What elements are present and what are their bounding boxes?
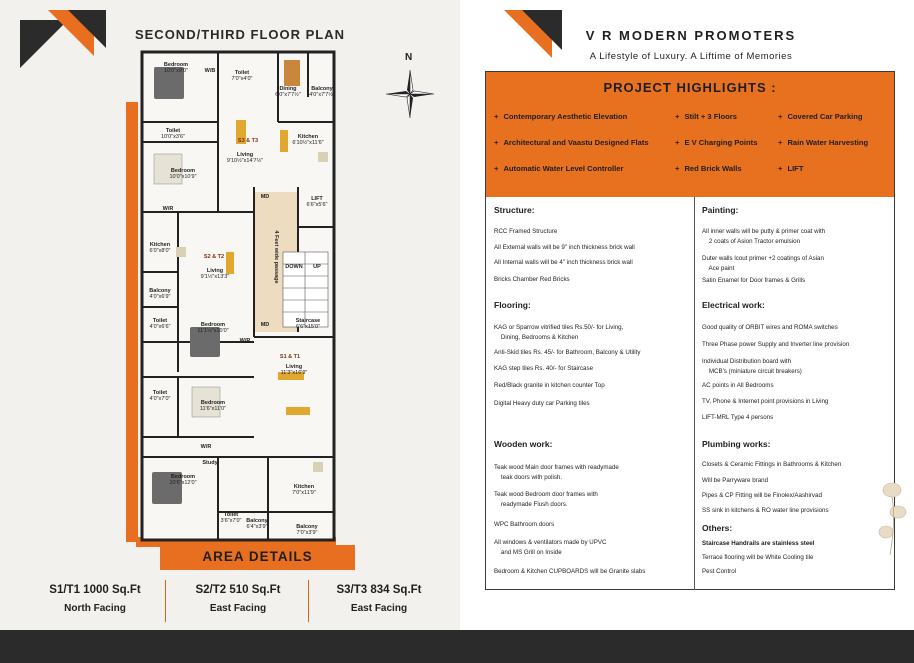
spec-line: Individual Distribution board with: [702, 358, 792, 365]
footer-bar: [0, 630, 914, 663]
section-title-flooring: Flooring:: [494, 300, 531, 310]
highlight-item: + Covered Car Parking: [778, 112, 863, 121]
room-label: W/B: [204, 68, 216, 74]
north-compass-icon: [382, 52, 438, 122]
highlight-item: + Stilt + 3 Floors: [675, 112, 737, 121]
spec-line: Teak wood Bedroom door frames with: [494, 491, 598, 498]
spec-line: AC points in All Bedrooms: [702, 382, 774, 389]
spec-line: LIFT-MRL Type 4 persons: [702, 414, 774, 421]
spec-line: Pest Control: [702, 568, 737, 575]
spec-line: All External walls will be 9" inch thickness brick wall: [494, 244, 635, 251]
room-label: Toilet 7'0"x4'0": [231, 70, 253, 82]
spec-line: 2 coats of Asion Tractor emulsion: [702, 238, 801, 245]
room-label: Study: [202, 460, 218, 466]
area-facing: East Facing: [350, 603, 408, 614]
column-divider: [694, 197, 695, 590]
spec-line: and MS Grill on Inside: [494, 549, 562, 556]
spec-line: Digital Heavy duty car Parking tiles: [494, 400, 590, 407]
spec-line: Will be Parryware brand: [702, 477, 769, 484]
highlight-item: + Rain Water Harvesting: [778, 138, 869, 147]
unit-tag-s1: S1 & T1: [279, 354, 301, 360]
spec-line: Terrace flooring will be White Cooling tile: [702, 554, 814, 561]
section-title-others: Others:: [702, 523, 733, 533]
area-s2: [163, 584, 313, 614]
spec-line: Teak wood Main door frames with readymade: [494, 464, 619, 471]
room-label: Toilet 10'0"x3'6": [160, 128, 186, 140]
section-title-structure: Structure:: [494, 205, 535, 215]
room-label: W/R: [239, 338, 251, 344]
spec-line: KAG or Sparrow vitrified tiles Rs.50/- for Living,: [494, 324, 624, 331]
room-label: Balcony 4'0"x7'7½": [309, 86, 335, 98]
plan-title: SECOND/THIRD FLOOR PLAN: [134, 27, 346, 42]
area-size: S2/T2 510 Sq.Ft: [195, 584, 281, 596]
highlight-item: + Automatic Water Level Controller: [494, 164, 624, 173]
area-facing: East Facing: [209, 603, 267, 614]
spec-line: Bricks Chamber Red Bricks: [494, 276, 570, 283]
passage-label: 4 Feet wide passage: [273, 230, 279, 284]
spec-line: Dining, Bedrooms & Kitchen: [494, 334, 579, 341]
flower-decoration-icon: [872, 470, 912, 560]
room-label: MD: [260, 194, 270, 200]
room-label: Kitchen 7'0"x11'9": [292, 484, 316, 496]
spec-line: All Internal walls will be 4" inch thickness brick wall: [494, 259, 633, 266]
room-label: Living 9'1½"x13'3": [200, 268, 230, 280]
spec-line: RCC Framed Structure: [494, 228, 558, 235]
highlight-item: + LIFT: [778, 164, 804, 173]
spec-line: MCB's (miniature circuit breakers): [702, 368, 802, 375]
room-label: Kitchen 6'10½"x11'6": [292, 134, 324, 146]
room-label: Bedroom 10'6"x12'0": [169, 474, 197, 486]
room-label: Bedroom 11'6"x11'0": [199, 400, 227, 412]
spec-line: SS sink in kitchens & RO water line provisions: [702, 507, 829, 514]
spec-line: Satin Enamel for Door frames & Grills: [702, 277, 806, 284]
area-s1: [20, 584, 170, 614]
stair-down-label: DOWN: [285, 264, 303, 270]
room-label: Bedroom 10'0"x10'9": [169, 168, 197, 180]
section-title-plumbing: Plumbing works:: [702, 439, 771, 449]
spec-line: Three Phase power Supply and Inverter line provision: [702, 341, 850, 348]
room-label: W/R: [200, 444, 212, 450]
area-s3: [304, 584, 454, 614]
room-label: Balcony 6'4"x3'9": [246, 518, 268, 530]
spec-line: All windows & ventilators made by UPVC: [494, 539, 607, 546]
spec-line: Staircase Handrails are stainless steel: [702, 540, 815, 547]
highlight-item: + E V Charging Points: [675, 138, 758, 147]
area-size: S3/T3 834 Sq.Ft: [336, 584, 422, 596]
unit-tag-s3: S3 & T3: [237, 138, 259, 144]
brand-name: V R MODERN PROMOTERS: [585, 28, 797, 43]
spec-line: WPC Bathroom doors: [494, 521, 555, 528]
compass-label: N: [405, 52, 413, 63]
room-label: Kitchen 6'0"x8'0": [149, 242, 171, 254]
room-label: Living 9'10½"x14'7½": [226, 152, 264, 164]
floor-plan-page: [0, 0, 460, 630]
room-label: Dining 6'0"x7'7½": [275, 86, 301, 98]
room-label: MD: [260, 322, 270, 328]
spec-line: Closets & Ceramic Fittings in Bathrooms & Kitchen: [702, 461, 842, 468]
room-label: Toilet 4'0"x6'6": [149, 318, 171, 330]
spec-line: KAG step tiles Rs. 40/- for Staircase: [494, 365, 594, 372]
room-label: Bedroom 10'0"x9'0": [163, 62, 189, 74]
area-details-title: AREA DETAILS: [202, 549, 313, 564]
room-label: Living 11'3"x16'9": [280, 364, 308, 376]
brand-tagline: A Lifestyle of Luxury. A Liftime of Memories: [589, 51, 793, 62]
spec-line: Good quality of ORBIT wires and ROMA switches: [702, 324, 838, 331]
spec-line: readymade Flush doors.: [494, 501, 568, 508]
room-label: Toilet 4'0"x7'0": [149, 390, 171, 402]
highlight-item: + Red Brick Walls: [675, 164, 742, 173]
room-label: LIFT 6'6"x5'6": [306, 196, 328, 208]
spec-line: Anti-Skid tiles Rs. 45/- for Bathroom, Balcony & Utility: [494, 349, 641, 356]
corner-decoration: [68, 10, 106, 48]
room-label: Toilet 3'6"x7'0": [220, 512, 242, 524]
spec-line: Red/Black granite in kitchen counter Top: [494, 382, 605, 389]
room-label: Balcony 7'0"x3'9": [296, 524, 318, 536]
room-label: Staircase 6'6"x15'0": [295, 318, 321, 330]
room-label: Balcony 4'0"x6'9": [149, 288, 171, 300]
area-size: S1/T1 1000 Sq.Ft: [49, 584, 141, 596]
floor-plan-drawing: [118, 42, 354, 572]
highlights-title: PROJECT HIGHLIGHTS :: [603, 80, 777, 95]
section-title-electrical: Electrical work:: [702, 300, 765, 310]
stair-up-label: UP: [313, 264, 321, 270]
specification-box: [485, 71, 895, 590]
spec-line: Ace paint: [702, 265, 735, 272]
spec-line: teak doors with polish.: [494, 474, 563, 481]
section-title-wooden-work: Wooden work:: [494, 439, 553, 449]
spec-line: Pipes & CP Fitting will be Finolex/Aashirvad: [702, 492, 822, 499]
room-label: Bedroom 11'1½"x10'0": [197, 322, 229, 334]
section-title-painting: Painting:: [702, 205, 739, 215]
spec-line: All inner walls will be putty & primer coat with: [702, 228, 826, 235]
spec-line: Duter walls lcout primer +2 coatings of Asian: [702, 255, 824, 262]
area-facing: North Facing: [64, 603, 126, 614]
room-label: W/R: [162, 206, 174, 212]
spec-line: TV, Phone & Internet point provisions in Living: [702, 398, 829, 405]
highlight-item: + Architectural and Vaastu Designed Flats: [494, 138, 649, 147]
highlight-item: + Contemporary Aesthetic Elevation: [494, 112, 628, 121]
unit-tag-s2: S2 & T2: [203, 254, 225, 260]
project-highlights-band: [486, 72, 894, 197]
specifications-page: [468, 0, 914, 630]
spec-line: Bedroom & Kitchen CUPBOARDS will be Granite slabs: [494, 568, 646, 575]
